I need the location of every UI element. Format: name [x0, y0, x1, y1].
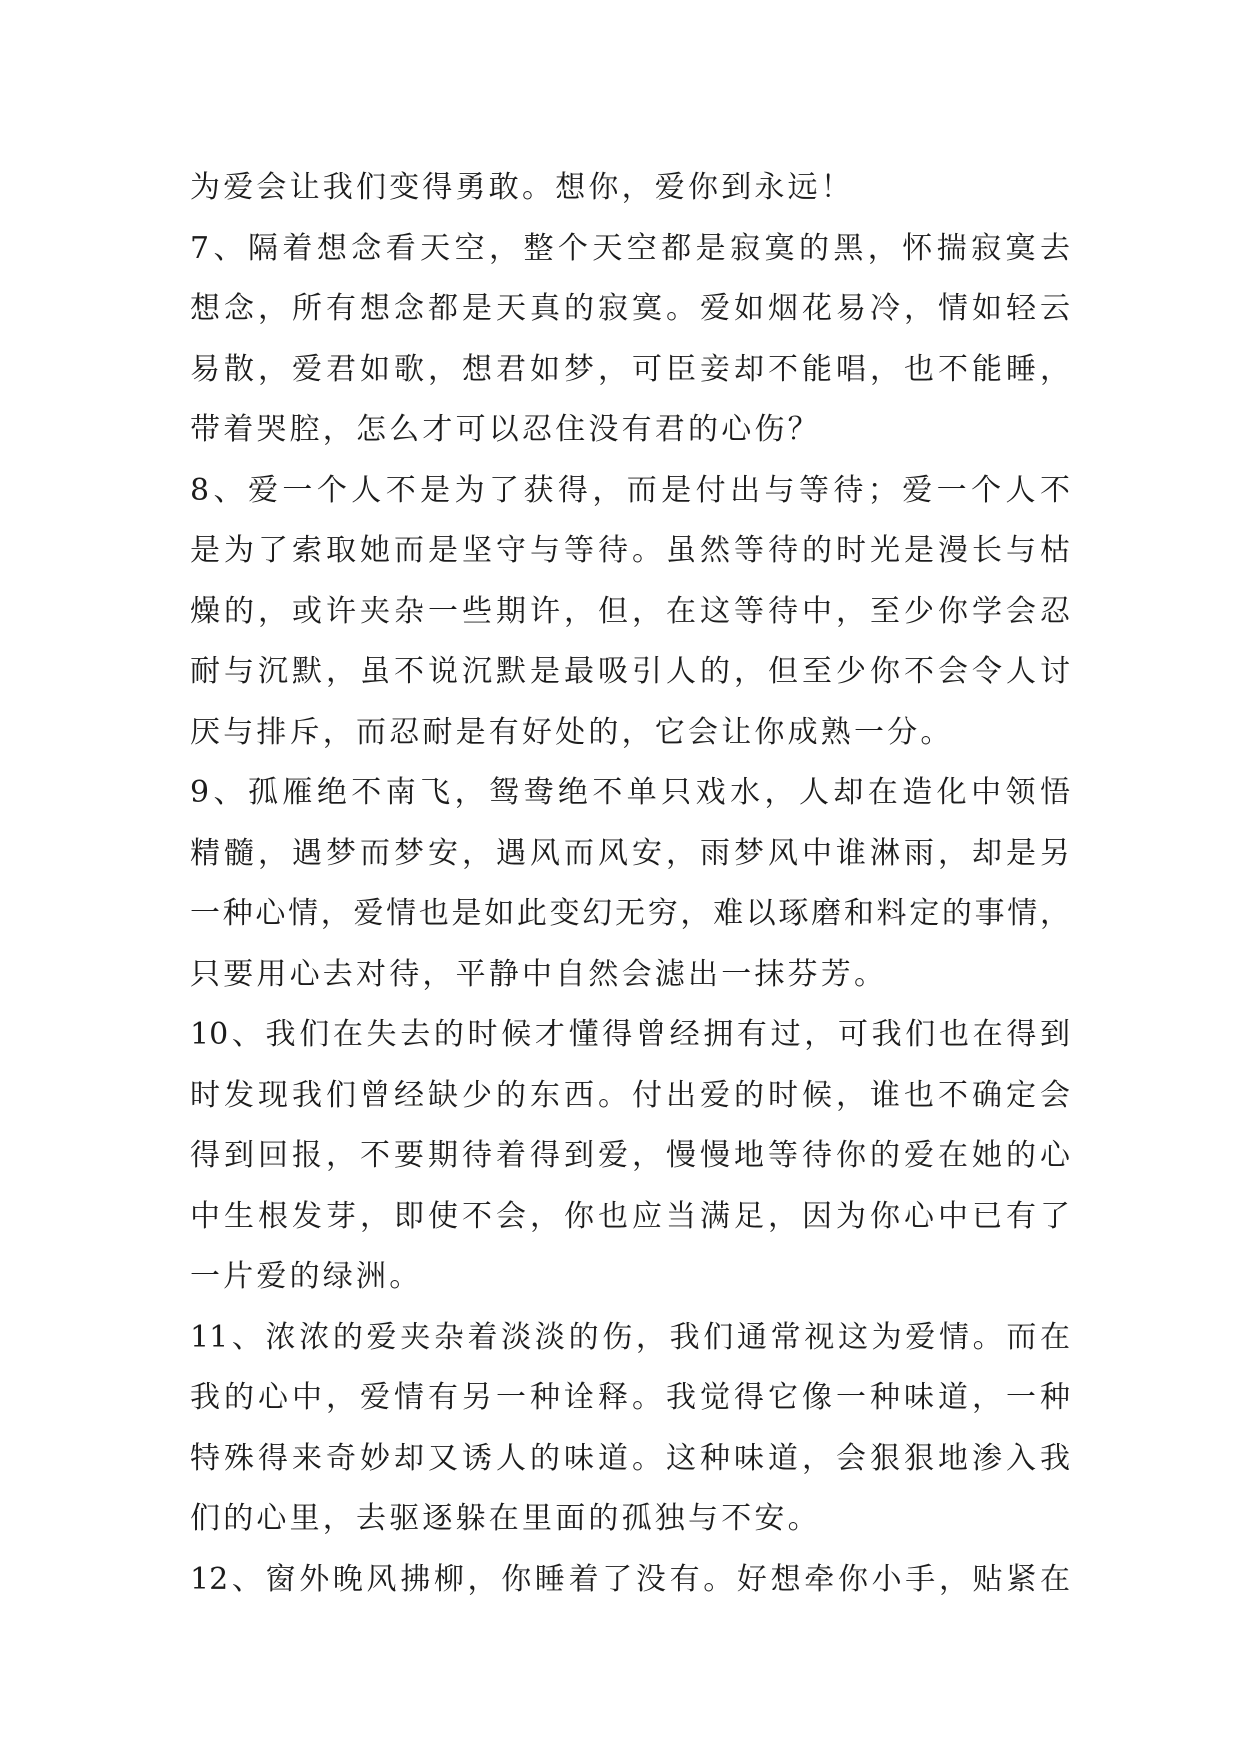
text-line: 厌与排斥，而忍耐是有好处的，它会让你成熟一分。: [190, 714, 954, 750]
text-line: 12、窗外晚风拂柳，你睡着了没有。好想牵你小手，贴紧在: [190, 1561, 1070, 1597]
text-line: 一种心情，爱情也是如此变幻无穷，难以琢磨和料定的事情，: [190, 896, 1070, 931]
text-line: 精髓，遇梦而梦安，遇风而风安，雨梦风中谁淋雨，却是另: [190, 835, 1070, 871]
text-line: 是为了索取她而是坚守与等待。虽然等待的时光是漫长与枯: [190, 533, 1070, 568]
text-line: 8、爱一个人不是为了获得，而是付出与等待；爱一个人不: [190, 472, 1070, 508]
text-line: 想念，所有想念都是天真的寂寞。爱如烟花易冷，情如轻云: [190, 291, 1070, 326]
body-text: [190, 158, 1070, 1610]
text-line: 10、我们在失去的时候才懂得曾经拥有过，可我们也在得到: [190, 1017, 1070, 1052]
text-line: 我的心中，爱情有另一种诠释。我觉得它像一种味道，一种: [190, 1380, 1070, 1415]
text-line: 9、孤雁绝不南飞，鸳鸯绝不单只戏水，人却在造化中领悟: [190, 775, 1070, 810]
text-line: 7、隔着想念看天空，整个天空都是寂寞的黑，怀揣寂寞去: [190, 230, 1070, 266]
text-line: 得到回报，不要期待着得到爱，慢慢地等待你的爱在她的心: [190, 1138, 1070, 1173]
text-line: 燥的，或许夹杂一些期许，但，在这等待中，至少你学会忍: [190, 593, 1070, 629]
text-line: 特殊得来奇妙却又诱人的味道。这种味道，会狠狠地渗入我: [190, 1440, 1070, 1476]
text-line: 时发现我们曾经缺少的东西。付出爱的时候，谁也不确定会: [190, 1077, 1070, 1113]
text-line: 只要用心去对待，平静中自然会滤出一抹芬芳。: [190, 956, 888, 992]
text-line: 中生根发芽，即使不会，你也应当满足，因为你心中已有了: [190, 1198, 1070, 1234]
text-line: 为爱会让我们变得勇敢。想你，爱你到永远！: [190, 170, 854, 205]
text-line: 耐与沉默，虽不说沉默是最吸引人的，但至少你不会令人讨: [190, 654, 1070, 689]
text-line: 易散，爱君如歌，想君如梦，可臣妾却不能唱，也不能睡，: [190, 351, 1070, 387]
text-line: 一片爱的绿洲。: [190, 1259, 423, 1294]
text-line: 带着哭腔，怎么才可以忍住没有君的心伤？: [190, 412, 821, 447]
text-line: 们的心里，去驱逐躲在里面的孤独与不安。: [190, 1501, 821, 1536]
text-line: 11、浓浓的爱夹杂着淡淡的伤，我们通常视这为爱情。而在: [190, 1319, 1070, 1355]
